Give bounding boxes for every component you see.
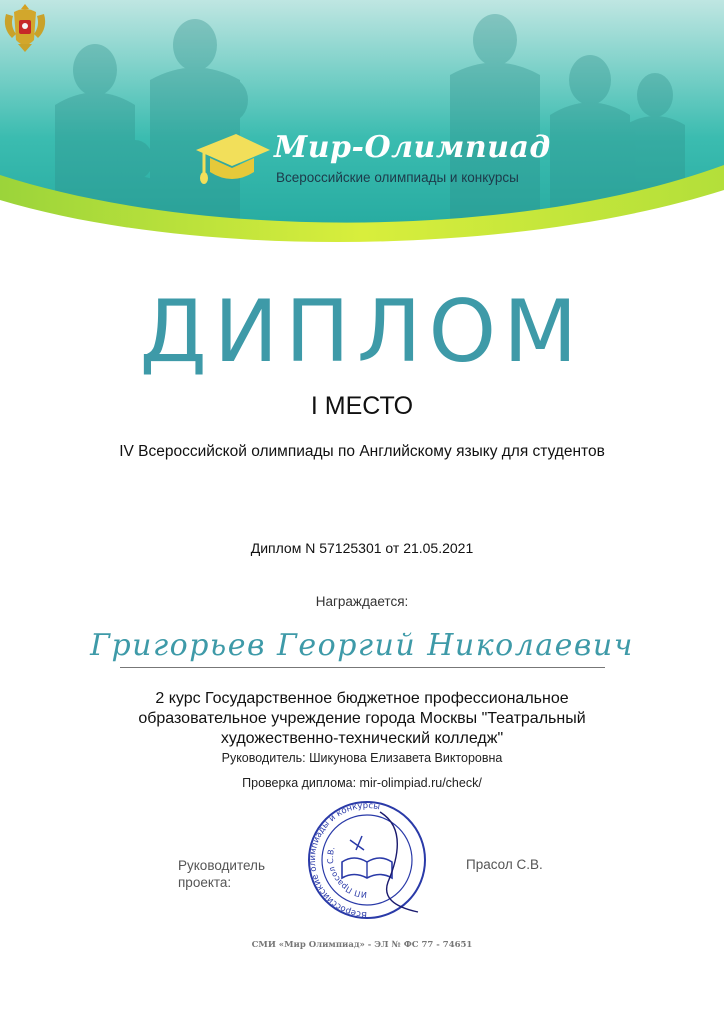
footer-media-registration: СМИ «Мир Олимпиад» - ЭЛ № ФС 77 - 74651 bbox=[251, 940, 473, 950]
olympiad-name: IV Всероссийской олимпиады по Английскому языку для студентов bbox=[119, 443, 605, 460]
logo-subtitle: Всероссийские олимпиады и конкурсы bbox=[276, 170, 519, 185]
place-label: I МЕСТО bbox=[310, 392, 414, 420]
diploma-title: ДИПЛОМ bbox=[139, 282, 585, 382]
header-banner bbox=[0, 0, 724, 250]
stamp-outer-text: Всероссийские олимпиады и конкурсы bbox=[307, 800, 381, 920]
supervisor-text: Руководитель: Шикунова Елизавета Викторовна bbox=[221, 751, 503, 765]
signature-label: Руководитель проекта: bbox=[178, 858, 265, 890]
diploma-number: Диплом N 57125301 от 21.05.2021 bbox=[250, 540, 474, 556]
signature-name: Прасол С.В. bbox=[466, 857, 543, 872]
open-book-icon bbox=[342, 836, 392, 878]
graduation-cap-icon bbox=[192, 128, 272, 190]
logo-title: Мир-Олимпиад bbox=[274, 130, 551, 165]
stamp-inner-text: ИП Прасол С.В. bbox=[325, 845, 368, 900]
name-underline bbox=[120, 667, 605, 668]
header-background bbox=[0, 0, 724, 250]
russian-coat-of-arms-icon bbox=[0, 0, 50, 56]
logo bbox=[192, 128, 551, 198]
check-link-text: Проверка диплома: mir-olimpiad.ru/check/ bbox=[242, 776, 482, 790]
institution-text: 2 курс Государственное бюджетное профессиональное образовательное учреждение города Москвы "Театральный художественно-технический колледж" bbox=[138, 690, 586, 747]
official-stamp bbox=[292, 800, 442, 920]
awarded-label: Награждается: bbox=[315, 594, 409, 609]
recipient-name: Григорьев Георгий Николаевич bbox=[90, 628, 634, 663]
